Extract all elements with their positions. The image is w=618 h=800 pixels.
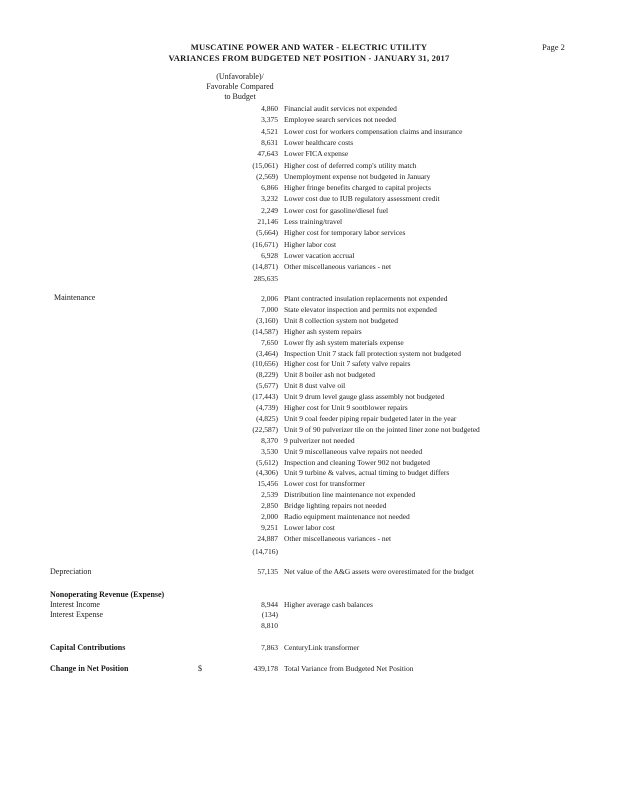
variance-amount: (16,671) <box>252 239 278 249</box>
nonoperating-heading: Nonoperating Revenue (Expense) <box>50 590 165 599</box>
depreciation-label: Depreciation <box>50 567 92 576</box>
variance-amount: (5,612) <box>256 457 278 467</box>
variance-amount: (22,587) <box>252 424 278 434</box>
variance-description: Unit 8 boiler ash not budgeted <box>284 370 376 380</box>
variance-description: Higher cost for Unit 7 safety valve repairs <box>284 359 411 369</box>
column-header-line2: Favorable Compared <box>206 82 274 91</box>
variance-description: Unit 8 collection system not budgeted <box>284 315 398 325</box>
variance-amount: (8,229) <box>256 370 278 380</box>
interest-expense-label: Interest Expense <box>50 610 104 619</box>
variance-amount: 4,860 <box>261 104 278 113</box>
variance-description: Distribution line maintenance not expended <box>284 490 416 500</box>
variance-amount: (15,061) <box>252 160 278 170</box>
variance-amount: 2,000 <box>261 512 278 521</box>
variance-description: Lower healthcare costs <box>284 137 354 147</box>
variance-amount: (3,160) <box>256 315 278 325</box>
capital-contributions-amount: 7,863 <box>261 643 278 652</box>
currency-symbol: $ <box>198 664 202 673</box>
variance-amount: 3,530 <box>261 446 278 456</box>
variance-amount: 6,866 <box>261 183 278 193</box>
variance-description: Lower cost due to IUB regulatory assessment credit <box>284 194 440 204</box>
variance-amount: 6,928 <box>261 250 278 260</box>
variance-description: Unit 8 dust valve oil <box>284 381 346 391</box>
variance-amount: (14,871) <box>252 262 278 272</box>
capital-contributions-description: CenturyLink transformer <box>284 643 360 652</box>
variance-description: Higher cost for Unit 9 sootblower repairs <box>284 403 408 412</box>
variance-amount: (14,587) <box>252 326 278 336</box>
variance-amount: (5,664) <box>256 228 278 238</box>
variance-description: Other miscellaneous variances - net <box>284 533 392 543</box>
column-header-line3: to Budget <box>224 92 256 101</box>
report-title-line1: MUSCATINE POWER AND WATER - ELECTRIC UTILITY <box>190 42 428 52</box>
variance-amount: 2,539 <box>261 490 278 500</box>
interest-income-description: Higher average cash balances <box>284 600 373 609</box>
variance-amount: (10,656) <box>252 359 278 369</box>
variance-description: Higher fringe benefits charged to capital projects <box>284 183 431 193</box>
interest-income-amount: 8,944 <box>261 600 278 609</box>
change-in-net-position-amount: 439,178 <box>253 664 278 673</box>
variance-description: Lower FICA expense <box>284 149 349 159</box>
variance-amount: 9,251 <box>261 522 278 532</box>
column-header-line1: (Unfavorable)/ <box>216 72 264 81</box>
variance-description: Unit 9 coal feeder piping repair budgeted later in the year <box>284 413 457 423</box>
variance-description: Inspection Unit 7 stack fall protection system not budgeted <box>284 348 462 358</box>
variance-amount: 4,521 <box>261 126 278 136</box>
depreciation-description: Net value of the A&G assets were overestimated for the budget <box>284 567 474 576</box>
variance-amount: 8,631 <box>261 137 278 147</box>
variance-amount: (4,739) <box>256 403 278 412</box>
variance-amount: 15,456 <box>257 479 278 489</box>
variance-description: Lower fly ash system materials expense <box>284 337 404 347</box>
variance-description: Other miscellaneous variances - net <box>284 262 392 272</box>
variance-amount: 24,887 <box>257 533 278 543</box>
variance-amount: 2,249 <box>261 205 278 215</box>
maintenance-subtotal: (14,716) <box>252 547 278 556</box>
report-title-line2: VARIANCES FROM BUDGETED NET POSITION - JANUARY 31, 2017 <box>168 53 450 63</box>
variance-description: Lower cost for transformer <box>284 479 366 489</box>
variance-description: Bridge lighting repairs not needed <box>284 501 387 511</box>
interest-income-label: Interest Income <box>50 600 100 609</box>
nonoperating-subtotal: 8,810 <box>261 621 278 630</box>
variance-description: Unit 9 drum level gauge glass assembly not budgeted <box>284 392 445 402</box>
variance-amount: 2,850 <box>261 501 278 511</box>
other-subtotal: 285,635 <box>253 274 278 283</box>
depreciation-amount: 57,135 <box>257 567 278 576</box>
variance-amount: (5,677) <box>256 381 278 391</box>
maintenance-label: Maintenance <box>54 293 96 302</box>
variance-amount: 3,375 <box>261 115 278 125</box>
variance-description: Lower cost for gasoline/diesel fuel <box>284 205 389 215</box>
variance-amount: (3,464) <box>256 348 278 358</box>
variance-amount: 21,146 <box>257 217 278 226</box>
variance-description: Radio equipment maintenance not needed <box>284 512 410 521</box>
variance-description: Employee search services not needed <box>284 115 397 125</box>
interest-expense-amount: (134) <box>261 610 278 619</box>
variance-amount: 3,232 <box>261 194 278 204</box>
variance-amount: 2,006 <box>261 294 278 303</box>
variance-amount: (4,825) <box>256 413 278 423</box>
variance-description: Lower cost for workers compensation claims and insurance <box>284 126 463 136</box>
variance-amount: 7,650 <box>261 337 278 347</box>
variance-description: Lower vacation accrual <box>284 250 355 260</box>
variance-amount: 8,370 <box>261 435 278 445</box>
variance-amount: 47,643 <box>257 149 278 159</box>
variance-description: Plant contracted insulation replacements not expended <box>284 294 448 303</box>
change-in-net-position-description: Total Variance from Budgeted Net Position <box>284 664 414 673</box>
variance-amount: (4,306) <box>256 468 278 478</box>
variance-description: Unit 9 of 90 pulverizer tile on the jointed liner zone not budgeted <box>284 424 480 434</box>
variance-description: Lower labor cost <box>284 522 335 532</box>
variance-description: Inspection and cleaning Tower 902 not budgeted <box>284 457 430 467</box>
variance-description: State elevator inspection and permits not expended <box>284 304 437 314</box>
variance-description: Financial audit services not expended <box>284 104 397 113</box>
variance-description: Unemployment expense not budgeted in January <box>284 171 431 181</box>
variance-description: Higher cost of deferred comp's utility match <box>284 160 417 170</box>
variance-description: Less training/travel <box>284 217 343 226</box>
variance-amount: (17,443) <box>252 392 278 402</box>
variance-description: Higher cost for temporary labor services <box>284 228 406 238</box>
variance-amount: (2,569) <box>256 171 278 181</box>
capital-contributions-label: Capital Contributions <box>50 643 126 652</box>
variance-description: Higher ash system repairs <box>284 326 362 336</box>
page-number: Page 2 <box>542 42 565 52</box>
variance-description: Higher labor cost <box>284 239 337 249</box>
variance-description: 9 pulverizer not needed <box>284 435 355 445</box>
change-in-net-position-label: Change in Net Position <box>50 664 129 673</box>
variance-amount: 7,000 <box>261 304 278 314</box>
variance-description: Unit 9 turbine & valves, actual timing to budget differs <box>284 468 450 478</box>
variance-description: Unit 9 miscellaneous valve repairs not needed <box>284 446 423 456</box>
